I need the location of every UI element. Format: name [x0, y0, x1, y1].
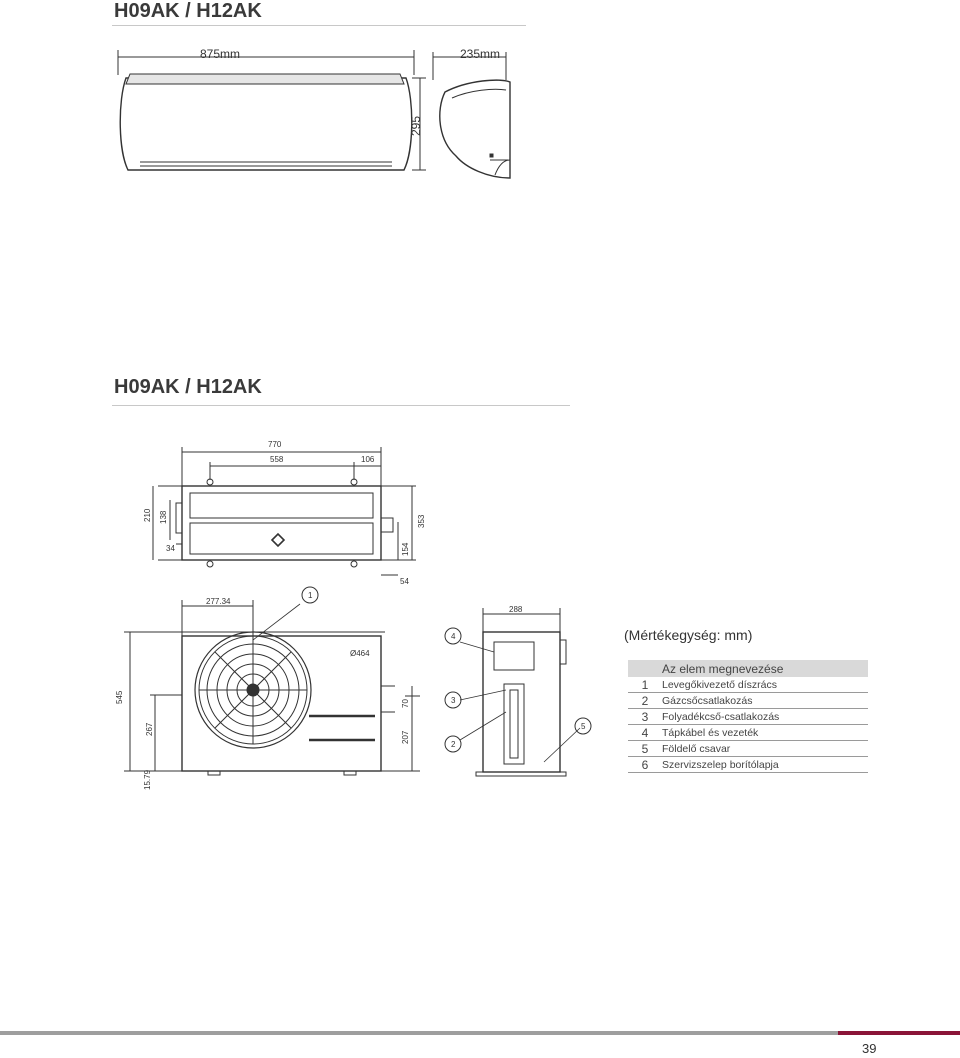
table-row [628, 693, 868, 709]
indoor-unit-title: H09AK / H12AK [114, 0, 262, 22]
dim-106: 106 [361, 455, 375, 464]
legend-num: 4 [628, 725, 662, 741]
dim-15-79: 15.79 [143, 769, 152, 790]
legend-header-row [628, 660, 868, 677]
dim-34: 34 [166, 544, 175, 553]
legend-label: Levegőkivezető díszrács [662, 677, 868, 693]
table-row [628, 677, 868, 693]
table-row [628, 725, 868, 741]
indoor-side-view [433, 52, 510, 178]
legend-num: 5 [628, 741, 662, 757]
parts-legend-table [628, 660, 868, 773]
dim-210: 210 [143, 508, 152, 522]
dim-70: 70 [401, 699, 410, 708]
callout-2-label: 2 [451, 740, 456, 749]
callout-1-label: 1 [308, 591, 313, 600]
table-row [628, 757, 868, 773]
dim-545: 545 [115, 690, 124, 704]
footer-gray-bar [0, 1031, 838, 1035]
legend-num: 6 [628, 757, 662, 773]
legend-label: Földelő csavar [662, 741, 868, 757]
dim-770: 770 [268, 440, 282, 449]
dim-154: 154 [401, 542, 410, 556]
indoor-height-label: 295 [409, 115, 423, 136]
footer-accent-bar [838, 1031, 960, 1035]
dim-288: 288 [509, 605, 523, 614]
dim-267: 267 [145, 722, 154, 736]
legend-label: Szervizszelep borítólapja [662, 757, 868, 773]
indoor-front-view [118, 50, 426, 170]
dim-277-34: 277.34 [206, 597, 231, 606]
legend-num: 2 [628, 693, 662, 709]
outdoor-side-view [460, 608, 580, 776]
fan-diameter-label: Ø464 [350, 649, 370, 658]
dim-558: 558 [270, 455, 284, 464]
outdoor-unit-title: H09AK / H12AK [114, 376, 262, 398]
legend-label: Folyadékcső-csatlakozás [662, 709, 868, 725]
legend-label: Tápkábel és vezeték [662, 725, 868, 741]
legend-num: 3 [628, 709, 662, 725]
callout-5-label: 5 [581, 722, 586, 731]
indoor-width-label: 875mm [200, 47, 241, 61]
outdoor-front-view [124, 600, 420, 775]
callout-4-label: 4 [451, 632, 456, 641]
dim-54: 54 [400, 577, 409, 586]
dim-207: 207 [401, 730, 410, 744]
legend-num: 1 [628, 677, 662, 693]
table-row [628, 741, 868, 757]
outdoor-top-view [153, 447, 416, 575]
dim-138: 138 [159, 510, 168, 524]
table-row [628, 709, 868, 725]
legend-header: Az elem megnevezése [628, 660, 868, 677]
units-note: (Mértékegység: mm) [624, 627, 753, 643]
legend-label: Gázcsőcsatlakozás [662, 693, 868, 709]
dim-353: 353 [417, 514, 426, 528]
callout-3-label: 3 [451, 696, 456, 705]
indoor-depth-label: 235mm [460, 47, 501, 61]
page-number: 39 [862, 1041, 877, 1056]
